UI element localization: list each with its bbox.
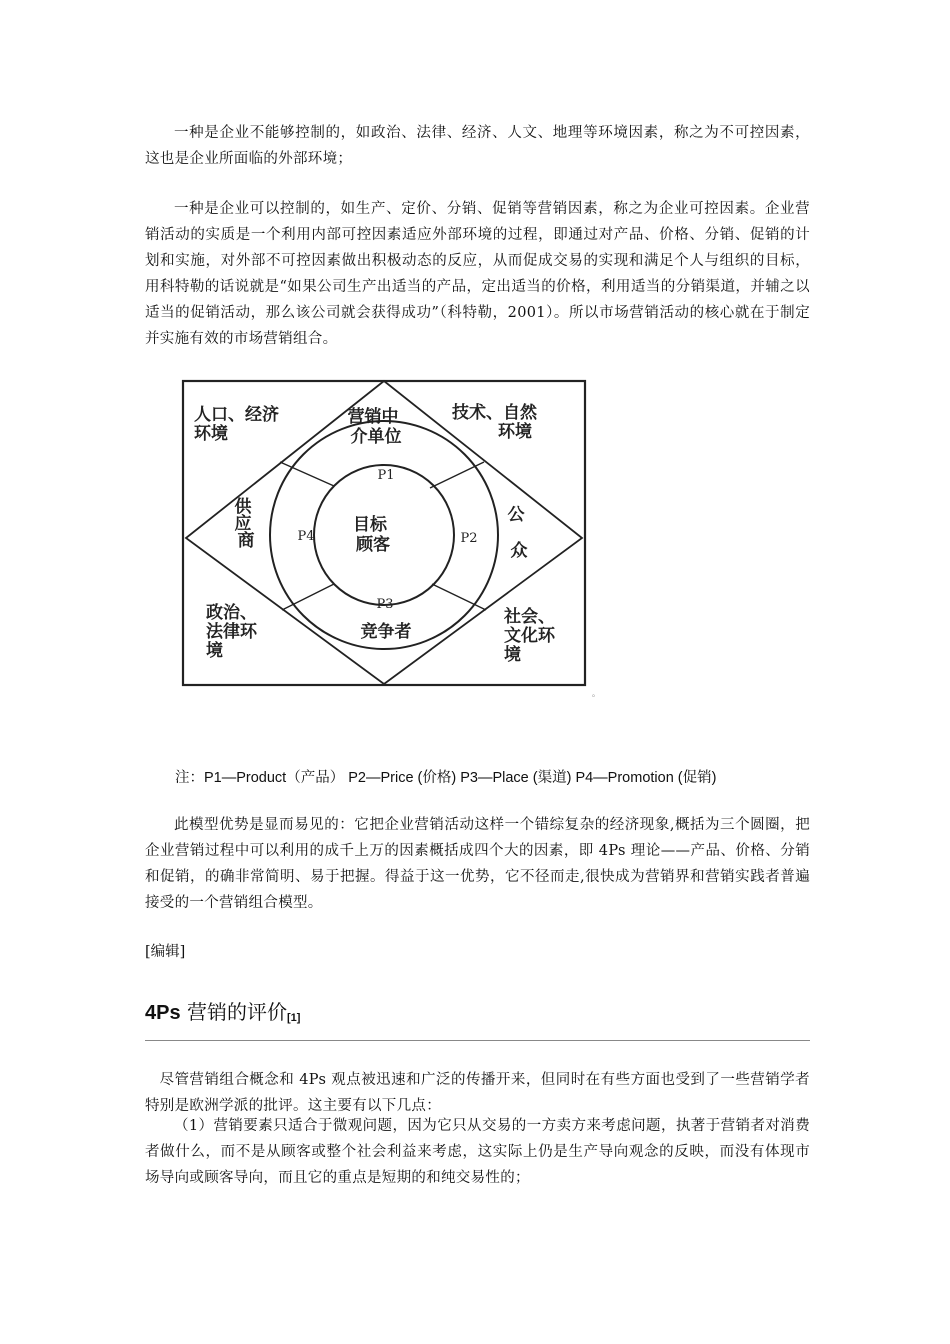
- label-target-customer: 目标 顾客: [353, 515, 390, 555]
- paragraph-model-advantages: 此模型优势是显而易见的：它把企业营销活动这样一个错综复杂的经济现象,概括为三个圆圈，把企业营销过程中可以利用的成千上万的因素概括成四个大的因素，即 4Ps 理论——产品、价格、分销和促销，的确非常简明、易于把握。得益于这一优势，它不径而走,很快成为营销界和营销实践者普遍接受的一个营销组合模型。: [145, 817, 810, 911]
- paragraph-criticism-1: （1）营销要素只适合于微观问题，因为它只从交易的一方卖方来考虑问题，执著于营销者对消费者做什么，而不是从顾客或整个社会利益来考虑，这实际上仍是生产导向观念的反映，而没有体现市场导向或顾客导向，而且它的重点是短期的和纯交易性的；: [145, 1118, 810, 1186]
- divider-line: [432, 584, 486, 610]
- section-title-text: 营销的评价: [180, 1000, 287, 1024]
- section-title-bold: 4Ps: [145, 1002, 181, 1024]
- label-marketing-intermediaries: 营销中 介单位: [347, 407, 402, 447]
- label-p1: P1: [377, 468, 395, 483]
- section-heading: [145, 996, 300, 1025]
- label-suppliers: 供 应 商: [234, 497, 255, 551]
- label-technological-natural-env: 技术、自然 环境: [452, 403, 537, 442]
- heading-divider: [145, 1040, 810, 1041]
- label-competitors: 竞争者: [360, 622, 412, 642]
- divider-line: [282, 584, 334, 610]
- label-p4: P4: [297, 529, 315, 544]
- paragraph-controllable-factors: 一种是企业可以控制的，如生产、定价、分销、促销等营销因素，称之为企业可控因素。企业营销活动的实质是一个利用内部可控因素适应外部环境的过程，即通过对产品、价格、分销、促销的计划和实施，对外部不可控因素做出积极动态的反应，从而促成交易的实现和满足个人与组织的目标，用科特勒的话说就是“如果公司生产出适当的产品，定出适当的价格，利用适当的分销渠道，并辅之以适当的促销活动，那么该公司就会获得成功”（科特勒，2001）。所以市场营销活动的核心就在于制定并实施有效的市场营销组合。: [145, 201, 810, 347]
- reference-link[interactable]: [1]: [286, 1012, 301, 1024]
- label-p3: P3: [376, 597, 394, 612]
- marketing-mix-diagram: [180, 378, 590, 690]
- paragraph-uncontrollable-factors: 一种是企业不能够控制的，如政治、法律、经济、人文、地理等环境因素，称之为不可控因素，这也是企业所面临的外部环境；: [145, 125, 810, 167]
- label-political-legal-env: 政治、 法律环 境: [206, 603, 257, 661]
- label-social-cultural-env: 社会、 文化环 境: [504, 607, 555, 665]
- label-demographic-economic-env: 人口、经济 环境: [194, 405, 279, 444]
- label-publics: 公 众: [507, 505, 528, 561]
- edit-link[interactable]: [编辑]: [145, 944, 186, 960]
- divider-line: [430, 462, 484, 488]
- diagram-note: 注：P1—Product（产品） P2—Price (价格) P3—Place (渠道) P4—Promotion (促销): [175, 770, 717, 786]
- label-p2: P2: [460, 531, 478, 546]
- stray-mark: 。: [592, 689, 600, 698]
- paragraph-criticism-intro: 尽管营销组合概念和 4Ps 观点被迅速和广泛的传播开来，但同时在有些方面也受到了一些营销学者特别是欧洲学派的批评。这主要有以下几点：: [145, 1072, 810, 1114]
